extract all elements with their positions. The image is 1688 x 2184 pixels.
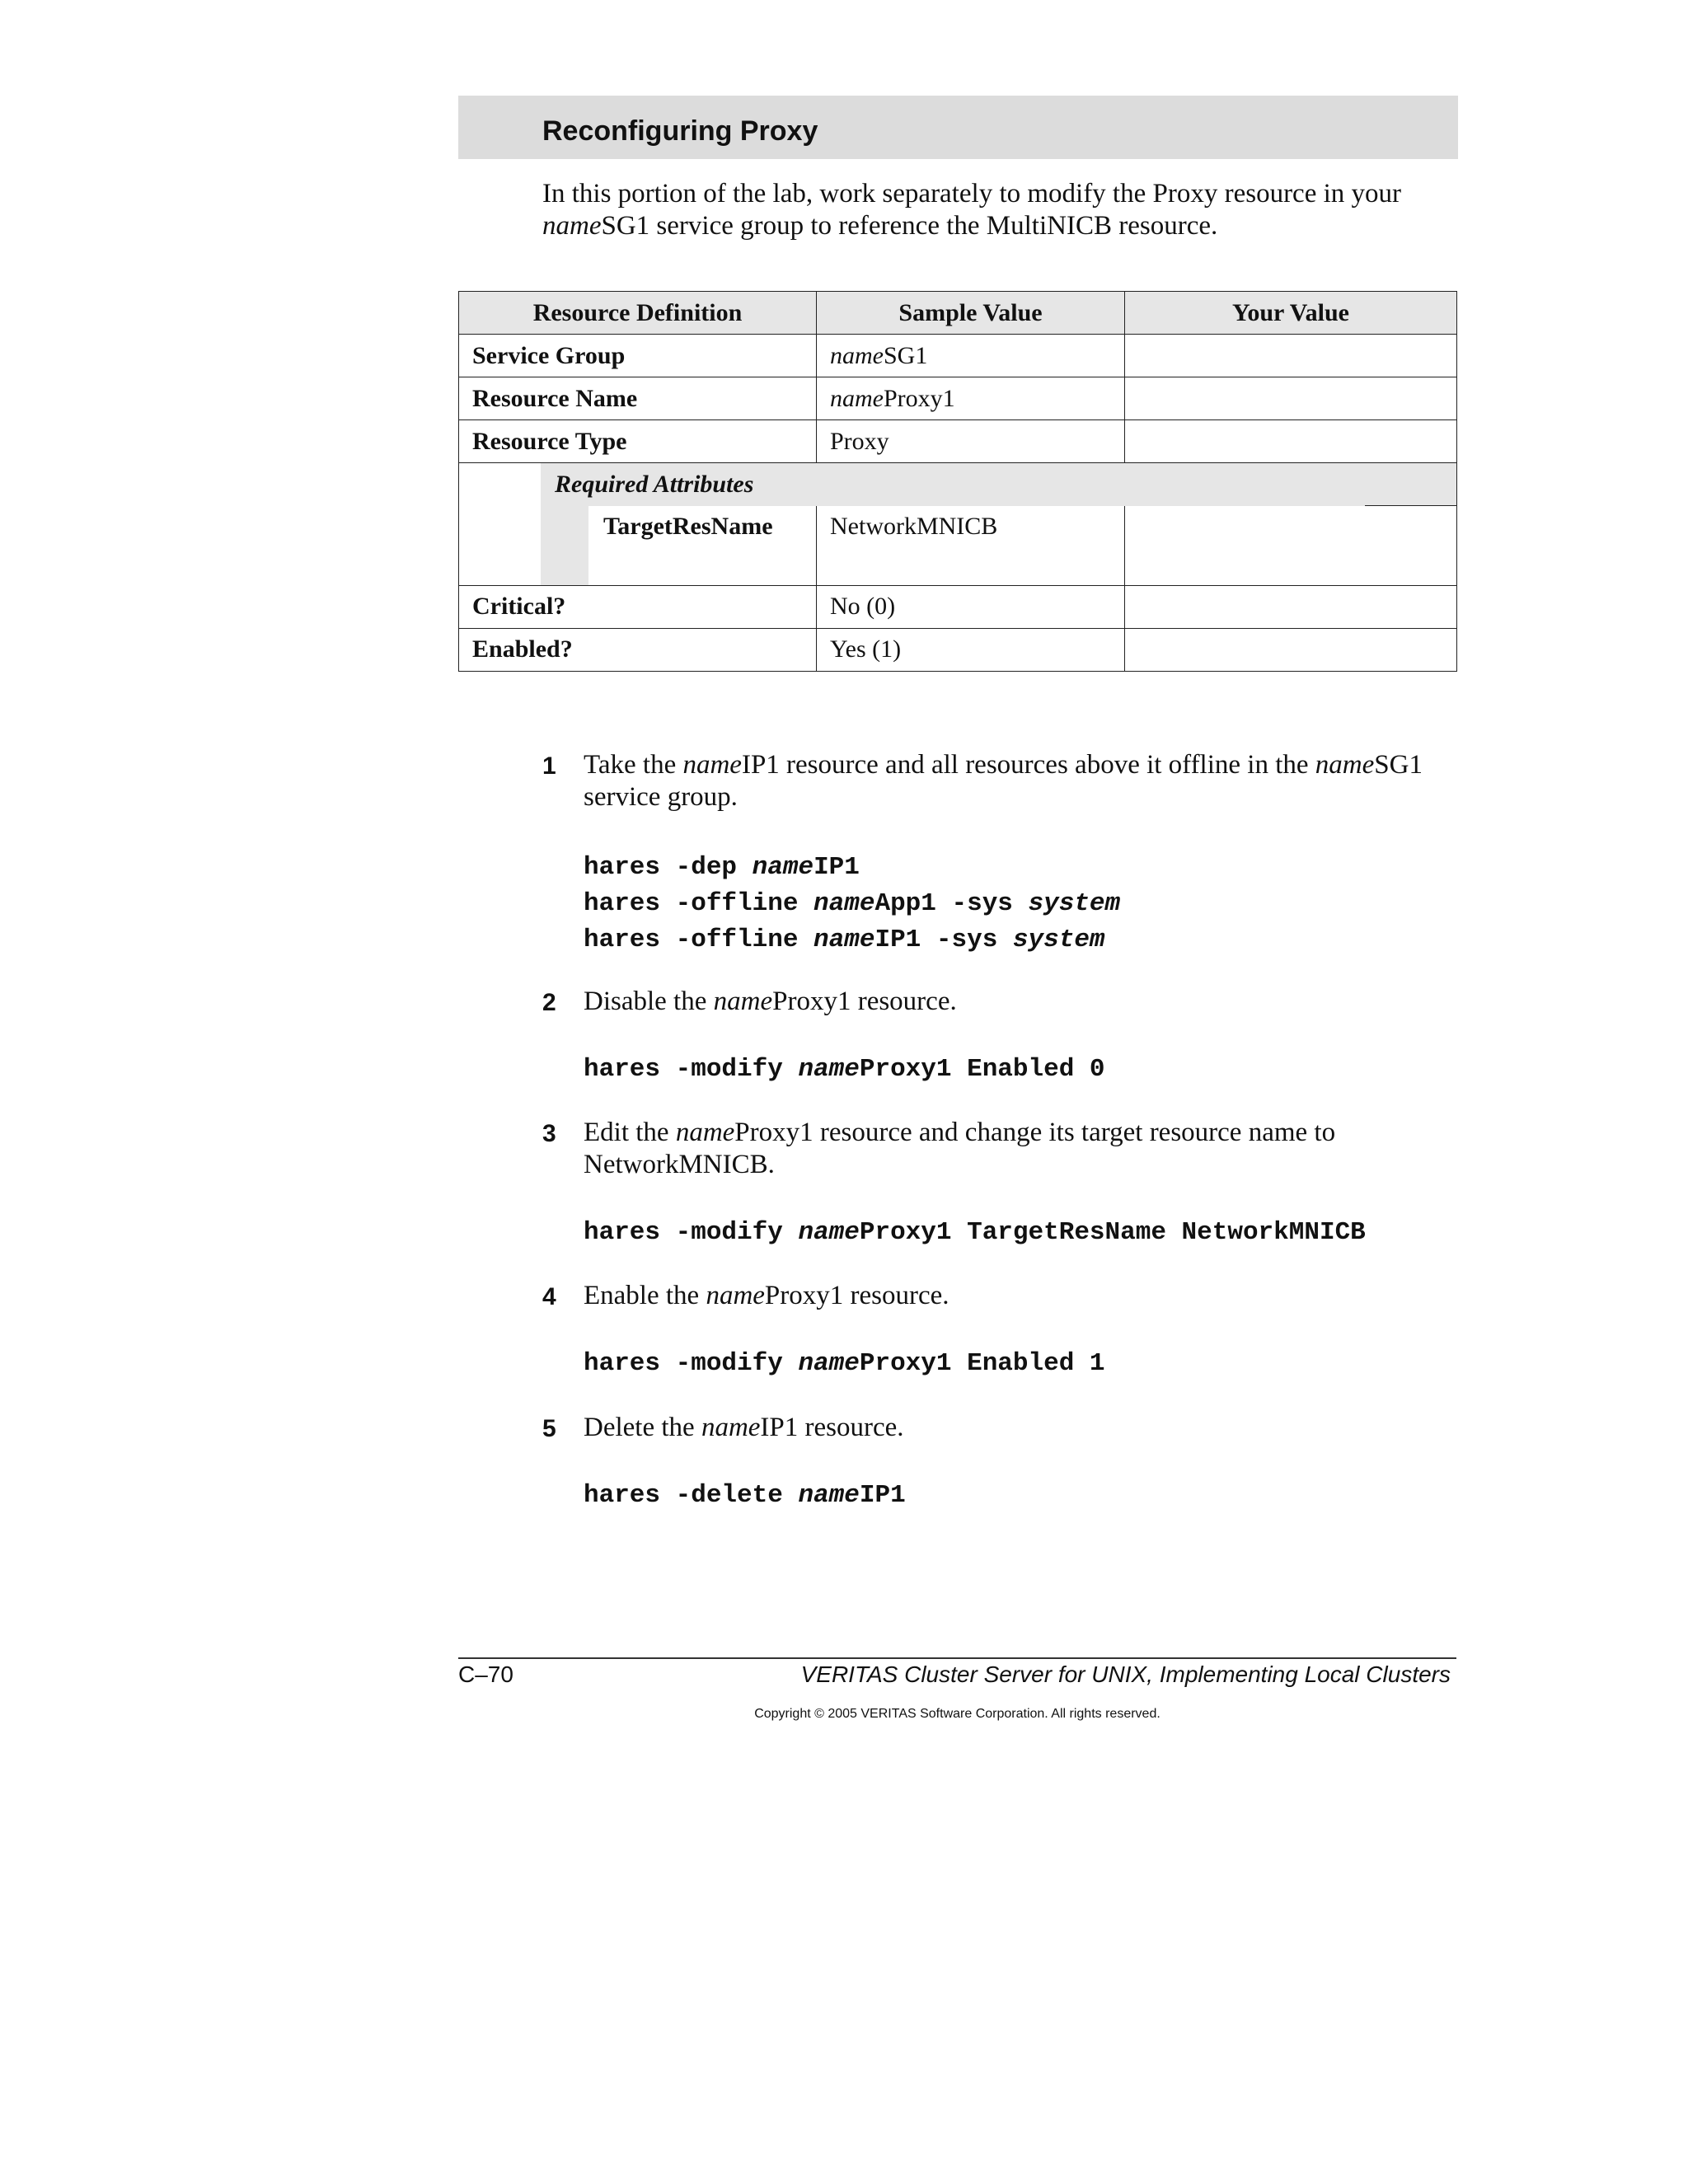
row-sample-value: Yes (1)	[817, 628, 1125, 671]
command-block	[584, 850, 1120, 958]
row-sample-value: No (0)	[817, 585, 1125, 628]
text-run: SG1 service group.	[584, 750, 1423, 812]
sample-text: SG1	[883, 341, 928, 369]
step-number: 5	[542, 1415, 556, 1442]
table-header-row	[459, 292, 1457, 335]
required-attributes-row	[459, 463, 1457, 506]
row-label: Enabled?	[459, 628, 817, 671]
command-line: hares -offline nameApp1 -sys system	[584, 889, 1121, 918]
row-label: Critical?	[459, 585, 817, 628]
row-label: Resource Type	[459, 420, 817, 463]
sample-italic: name	[830, 384, 884, 412]
text-run: Disable the	[584, 987, 714, 1016]
text-run: IP1 resource and all resources above it offline in the	[741, 750, 1315, 780]
section-banner	[458, 96, 1458, 159]
row-your-value[interactable]	[1125, 335, 1457, 377]
intro-paragraph	[542, 178, 1465, 242]
text-run: Edit the	[584, 1118, 676, 1147]
text-run-italic: name	[713, 987, 773, 1016]
required-attributes-cell	[555, 463, 1457, 506]
sample-italic: name	[830, 341, 884, 369]
resource-definition-table	[458, 291, 1457, 672]
footer-rule	[458, 1657, 1456, 1659]
text-run: IP1 resource.	[760, 1413, 904, 1442]
attribute-your-value[interactable]	[1125, 506, 1457, 586]
attribute-label: TargetResName	[603, 512, 773, 540]
command-line: hares -modify nameProxy1 Enabled 0	[584, 1055, 1105, 1084]
header-your-value: Your Value	[1125, 292, 1457, 335]
step-text	[584, 986, 1498, 1018]
row-your-value[interactable]	[1125, 377, 1457, 420]
row-label: Service Group	[459, 335, 817, 377]
attribute-indent-bar	[541, 506, 588, 585]
step-number: 1	[542, 752, 556, 780]
command-block	[584, 1052, 1105, 1088]
row-sample-value	[817, 420, 1125, 463]
text-run: Proxy1 resource and change its target resource name to NetworkMNICB.	[584, 1118, 1336, 1179]
book-title: VERITAS Cluster Server for UNIX, Implementing Local Clusters	[800, 1661, 1451, 1687]
row-your-value[interactable]	[1125, 628, 1457, 671]
page-number: C–70	[458, 1661, 513, 1687]
command-line: hares -modify nameProxy1 TargetResName NetworkMNICB	[584, 1218, 1366, 1247]
command-line: hares -delete nameIP1	[584, 1481, 906, 1510]
step-number: 3	[542, 1120, 556, 1147]
command-line: hares -offline nameIP1 -sys system	[584, 926, 1105, 954]
sample-text: Proxy	[830, 427, 889, 455]
command-block	[584, 1346, 1105, 1382]
intro-text-2: SG1 service group to reference the MultiNICB resource.	[601, 211, 1218, 241]
intro-text-italic: name	[542, 211, 602, 241]
table-row	[459, 335, 1457, 377]
table-row	[459, 628, 1457, 671]
text-run-italic: name	[706, 1281, 765, 1310]
header-resource-definition: Resource Definition	[459, 292, 817, 335]
table-row	[459, 377, 1457, 420]
text-run: Delete the	[584, 1413, 701, 1442]
row-sample-value	[817, 377, 1125, 420]
text-run-italic: name	[701, 1413, 761, 1442]
command-block	[584, 1478, 906, 1514]
table-row	[459, 585, 1457, 628]
text-run: Proxy1 resource.	[764, 1281, 950, 1310]
row-your-value[interactable]	[1125, 420, 1457, 463]
table-row	[459, 420, 1457, 463]
command-line: hares -dep nameIP1	[584, 853, 860, 882]
attribute-row	[459, 506, 1457, 586]
copyright-notice: Copyright © 2005 VERITAS Software Corporation. All rights reserved.	[754, 1707, 1160, 1721]
step-text	[584, 749, 1498, 813]
required-attributes-label: Required Attributes	[555, 471, 754, 498]
sample-text: Proxy1	[883, 384, 955, 412]
command-line: hares -modify nameProxy1 Enabled 1	[584, 1349, 1105, 1378]
step-text	[584, 1117, 1408, 1181]
step-number: 4	[542, 1283, 556, 1310]
text-run-italic: name	[682, 750, 742, 780]
text-run: Enable the	[584, 1281, 706, 1310]
command-block	[584, 1215, 1366, 1251]
text-run-italic: name	[675, 1118, 735, 1147]
text-run: Proxy1 resource.	[772, 987, 957, 1016]
step-number: 2	[542, 989, 556, 1016]
row-label: Resource Name	[459, 377, 817, 420]
header-sample-value: Sample Value	[817, 292, 1125, 335]
attribute-sample-value: NetworkMNICB	[817, 506, 1125, 586]
section-title: Reconfiguring Proxy	[542, 115, 818, 147]
attribute-label-cell	[459, 506, 817, 586]
row-sample-value	[817, 335, 1125, 377]
text-run: Take the	[584, 750, 683, 780]
step-text	[584, 1280, 1498, 1312]
text-run-italic: name	[1315, 750, 1375, 780]
step-text	[584, 1412, 1498, 1444]
row-your-value[interactable]	[1125, 585, 1457, 628]
intro-text-1: In this portion of the lab, work separately to modify the Proxy resource in your	[542, 179, 1402, 209]
